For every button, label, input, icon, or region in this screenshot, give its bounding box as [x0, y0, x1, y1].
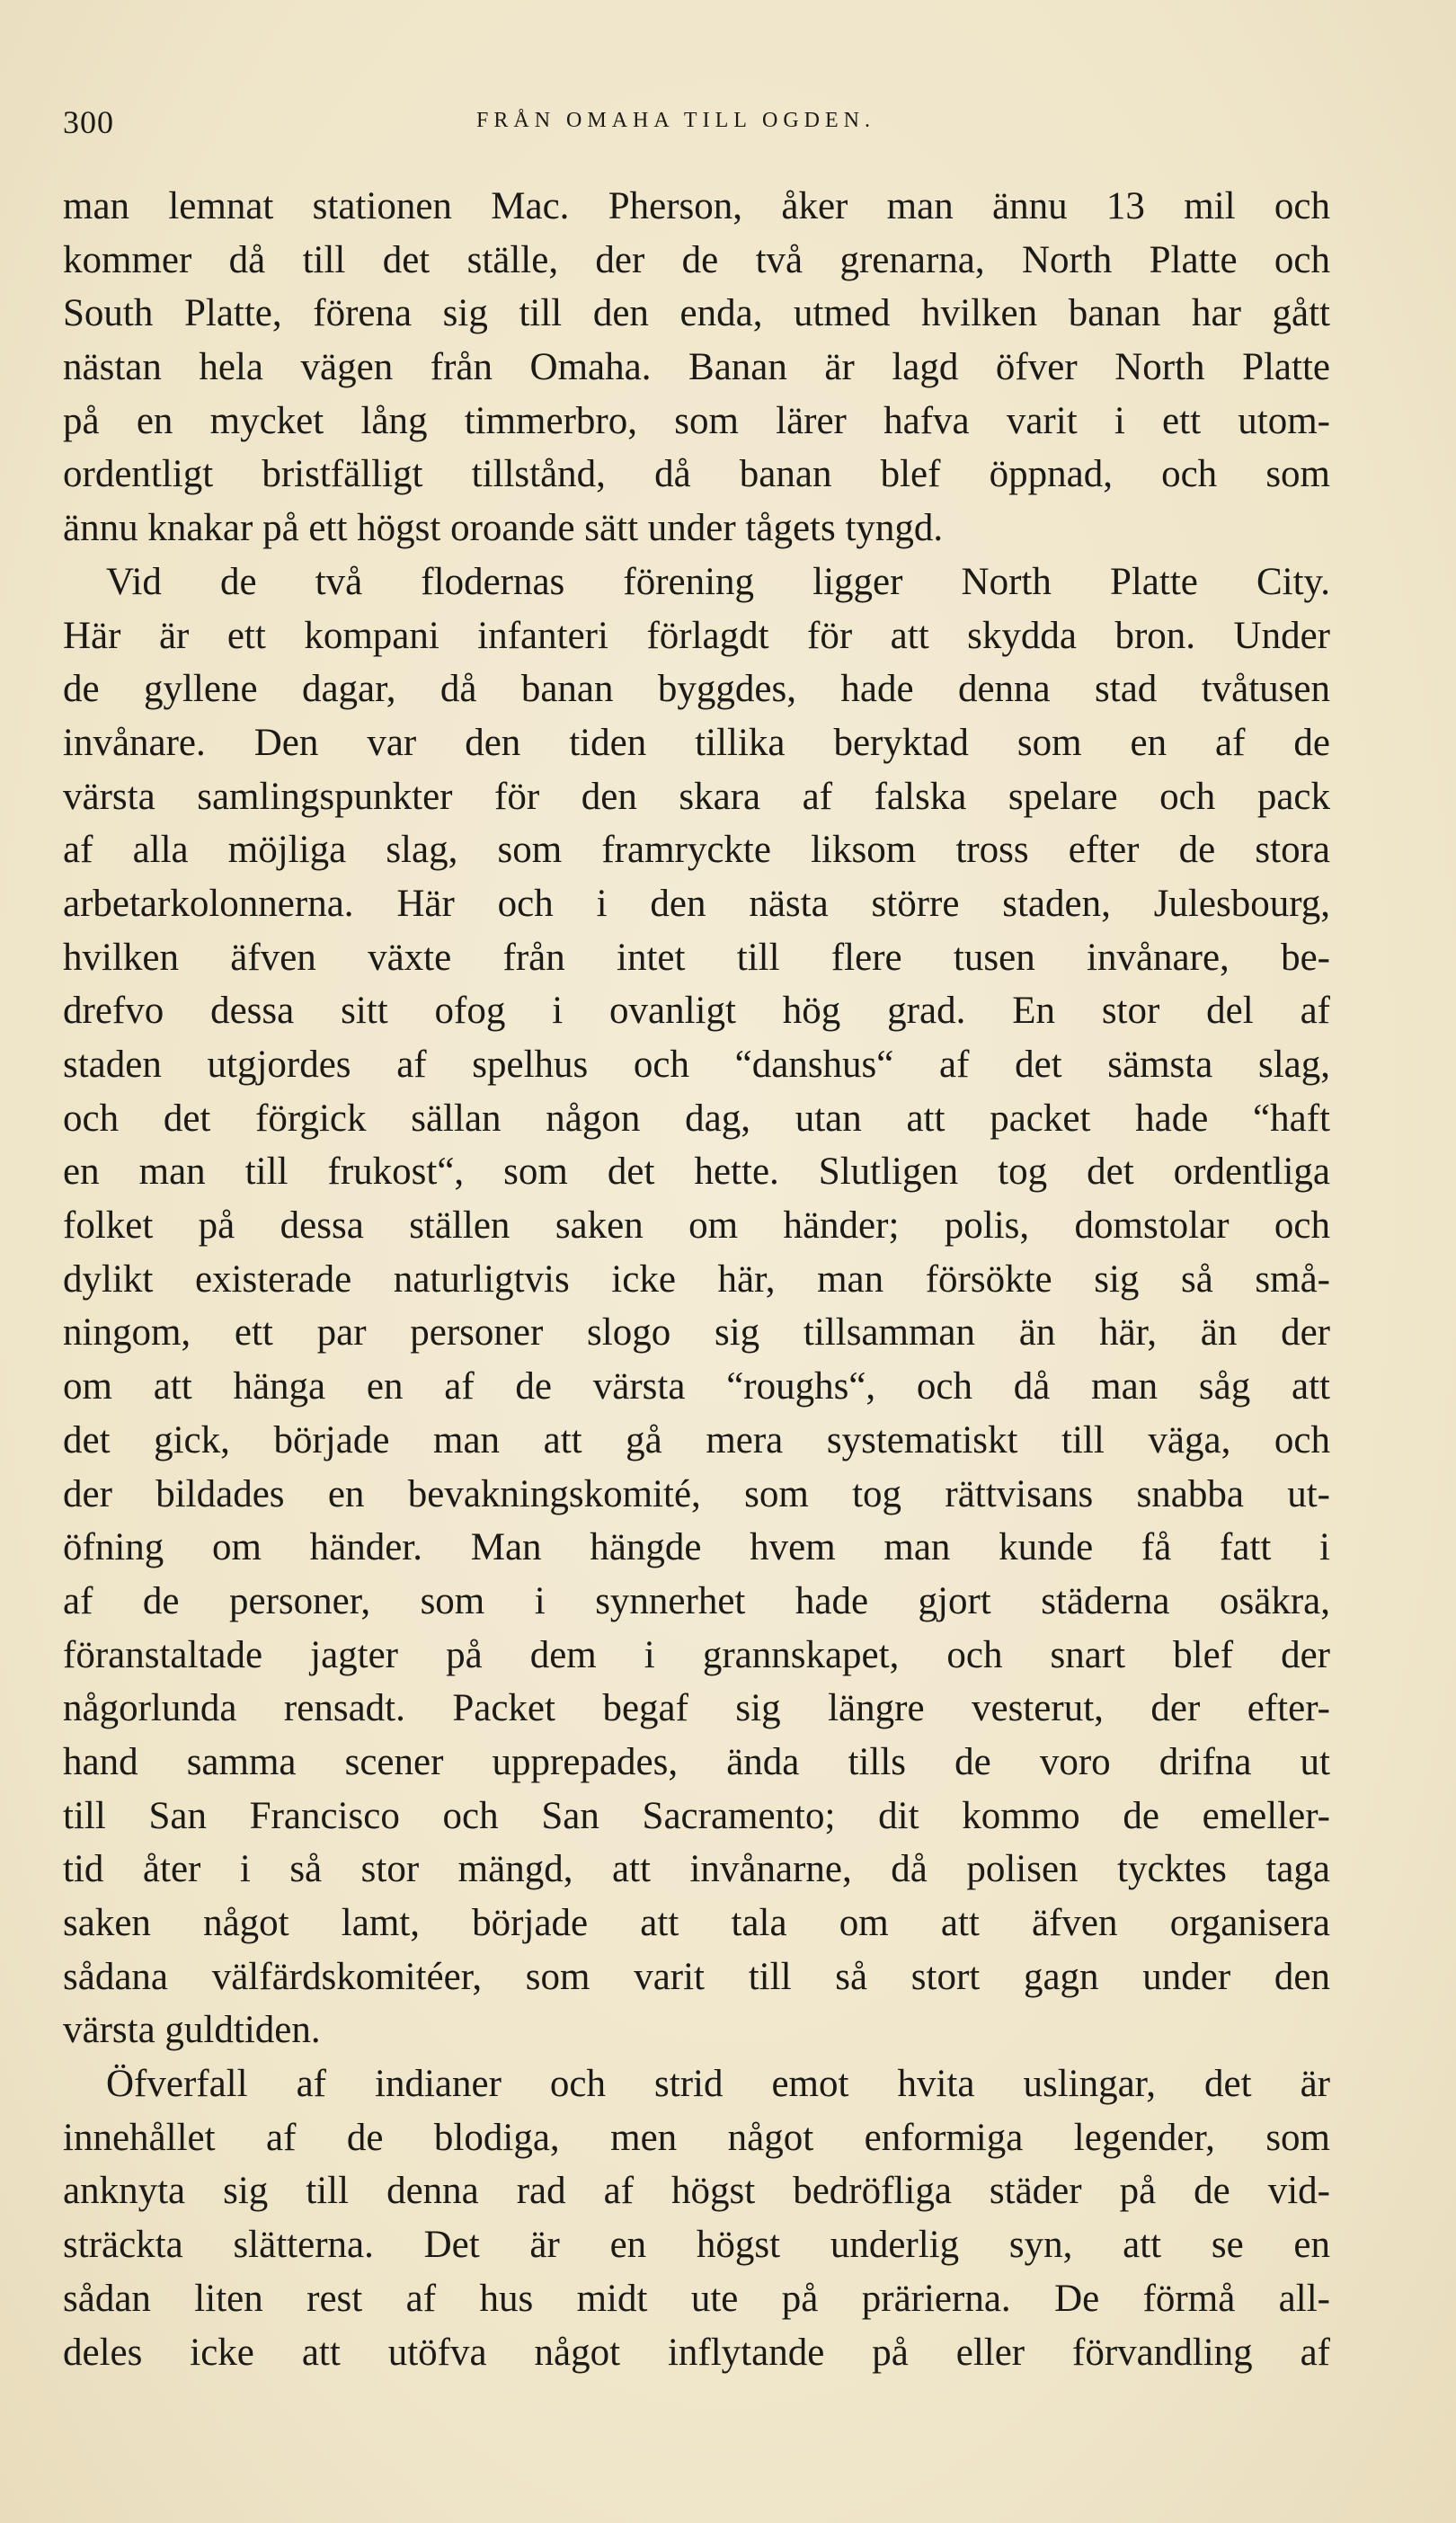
page-header — [63, 103, 1357, 148]
text-line: folket på dessa ställen saken om händer; polis, domstolar och — [63, 1204, 1330, 1248]
text-line: arbetarkolonnerna. Här och i den nästa större staden, Julesbourg, — [63, 882, 1330, 925]
body-text — [63, 180, 1330, 2379]
page-number: 300 — [63, 104, 114, 140]
text-line: en man till frukost“, som det hette. Slutligen tog det ordentliga — [63, 1150, 1330, 1194]
text-line: ännu knakar på ett högst oroande sätt under tågets tyngd. — [63, 507, 944, 550]
text-line: dylikt existerade naturligtvis icke här, man försökte sig så små- — [63, 1257, 1330, 1301]
text-line: och det förgick sällan någon dag, utan att packet hade “haft — [63, 1097, 1330, 1140]
text-line: anknyta sig till denna rad af högst bedröfliga städer på de vid- — [63, 2170, 1330, 2213]
text-line: ningom, ett par personer slogo sig tillsamman än här, än der — [63, 1311, 1330, 1355]
text-line: sådan liten rest af hus midt ute på prärierna. De förmå all- — [63, 2277, 1330, 2320]
text-line: föranstaltade jagter på dem i grannskapet, och snart blef der — [63, 1633, 1330, 1676]
text-line: deles icke att utöfva något inflytande på eller förvandling af — [63, 2331, 1330, 2374]
text-line: af de personer, som i synnerhet hade gjort städerna osäkra, — [63, 1579, 1330, 1622]
text-line: det gick, började man att gå mera systematiskt till väga, och — [63, 1418, 1330, 1461]
text-line: kommer då till det ställe, der de två grenarna, North Platte och — [63, 238, 1330, 281]
text-line: värsta samlingspunkter för den skara af falska spelare och pack — [63, 775, 1330, 818]
running-head: FRÅN OMAHA TILL OGDEN. — [476, 109, 875, 132]
text-line: de gyllene dagar, då banan byggdes, hade denna stad tvåtusen — [63, 668, 1330, 711]
text-line: värsta guldtiden. — [63, 2009, 321, 2052]
text-line: South Platte, förena sig till den enda, utmed hvilken banan har gått — [63, 292, 1330, 335]
text-line: sträckta slätterna. Det är en högst underlig syn, att se en — [63, 2224, 1330, 2267]
text-line: om att hänga en af de värsta “roughs“, och då man såg att — [63, 1365, 1330, 1408]
text-line: invånare. Den var den tiden tillika beryktad som en af de — [63, 721, 1330, 764]
text-line: nästan hela vägen från Omaha. Banan är lagd öfver North Platte — [63, 346, 1330, 389]
text-line: hand samma scener upprepades, ända tills de voro drifna ut — [63, 1740, 1330, 1783]
text-line: sådana välfärdskomitéer, som varit till så stort gagn under den — [63, 1955, 1330, 1998]
text-line: man lemnat stationen Mac. Pherson, åker man ännu 13 mil och — [63, 185, 1330, 227]
text-line: ordentligt bristfälligt tillstånd, då banan blef öppnad, och som — [63, 453, 1330, 496]
text-line: hvilken äfven växte från intet till flere tusen invånare, be- — [63, 936, 1330, 979]
text-line: någorlunda rensadt. Packet begaf sig längre vesterut, der efter- — [63, 1687, 1330, 1730]
text-line: Öfverfall af indianer och strid emot hvita uslingar, det är — [106, 2063, 1330, 2106]
text-line: Här är ett kompani infanteri förlagdt för att skydda bron. Under — [63, 614, 1330, 657]
text-line: till San Francisco och San Sacramento; dit kommo de emeller- — [63, 1794, 1330, 1837]
text-line: innehållet af de blodiga, men något enformiga legender, som — [63, 2116, 1330, 2159]
text-line: drefvo dessa sitt ofog i ovanligt hög grad. En stor del af — [63, 990, 1330, 1033]
text-line: Vid de två flodernas förening ligger North Platte City. — [106, 560, 1330, 603]
text-line: af alla möjliga slag, som framryckte liksom tross efter de stora — [63, 829, 1330, 872]
text-line: staden utgjordes af spelhus och “danshus“ af det sämsta slag, — [63, 1044, 1330, 1086]
text-line: öfning om händer. Man hängde hvem man kunde få fatt i — [63, 1526, 1330, 1569]
text-line: på en mycket lång timmerbro, som lärer hafva varit i ett utom- — [63, 399, 1330, 442]
text-line: tid åter i så stor mängd, att invånarne, då polisen tycktes taga — [63, 1848, 1330, 1891]
text-line: der bildades en bevakningskomité, som tog rättvisans snabba ut- — [63, 1472, 1330, 1515]
text-line: saken något lamt, började att tala om att äfven organisera — [63, 1902, 1330, 1944]
